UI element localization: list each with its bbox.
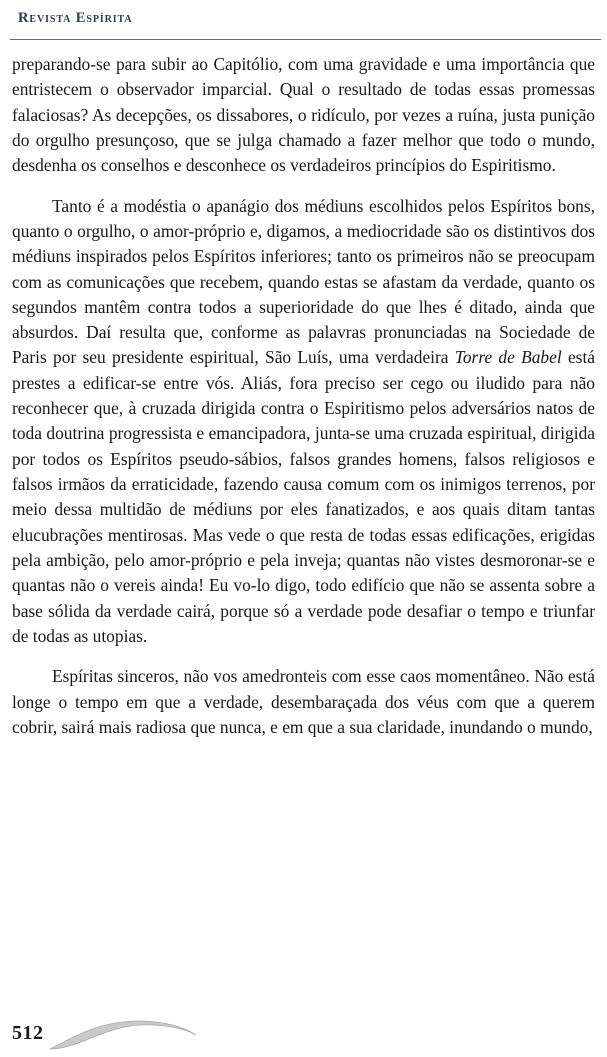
paragraph-1: preparando-se para subir ao Capitólio, com uma gravidade e uma importância que entristecem o observador imparcial. Qual o resultado de todas essas promessas falaciosas? As decepções, os dissabores, o ridículo, por vezes a ruína, justa punição do orgulho presunçoso, que se julga chamado a fazer melhor que todo o mundo, desdenha os conselhos e desconhece os verdadeiros princípios do Espiritismo.: [12, 54, 595, 176]
running-head: Revista Espírita: [18, 10, 133, 26]
book-title-emphasis: Torre de Babel: [454, 347, 562, 368]
decorative-swoosh-icon: [48, 1019, 198, 1053]
paragraph-3: Espíritas sinceros, não vos amedronteis com esse caos momentâneo. Não está longe o tempo em que a verdade, desembaraçada dos véus com que a querem cobrir, sairá mais radiosa que nunca, e em que a sua claridade, inundando o mundo,: [12, 666, 595, 737]
paragraph-2-text-after: está prestes a edificar-se entre vós. Aliás, fora preciso ser cego ou iludido para não reconhecer que, à cruzada dirigida contra o Espiritismo pelos adversários natos de toda doutrina progressista e emancipadora, junta-se uma cruzada espiritual, dirigida por todos os Espíritos pseudo-sábios, falsos grandes homens, falsos religiosos e falsos irmãos da erraticidade, fazendo causa comum com os inimigos terrenos, por meio dessa multidão de médiuns por eles fanatizados, e aos quais ditam tantas elucubrações mentirosas. Mas vede o que resta de todas essas edificações, erigidas pela ambição, pelo amor-próprio e pela inveja; quantas não vistes desmoronar-se e quantas não o vereis ainda! Eu vo-lo digo, todo edifício que não se assenta sobre a base sólida da verdade cairá, porque só a verdade pode desafiar o tempo e triunfar de todas as utopias.: [12, 347, 595, 646]
page-body: [8, 52, 599, 740]
page-number: 512: [12, 1022, 44, 1044]
page-footer: [0, 997, 607, 1057]
paragraph-2: [12, 194, 595, 650]
header-rule: [10, 39, 601, 40]
paragraph-2-text-before: Tanto é a modéstia o apanágio dos médiuns escolhidos pelos Espíritos bons, quanto o orgulho, o amor-próprio e, digamos, a mediocridade são os distintivos dos médiuns inspirados pelos Espíritos inferiores; tanto os primeiros não se preocupam com as comunicações que recebem, quando estas se afastam da verdade, quanto os segundos mantêm contra todos a superioridade do que lhes é ditado, ainda que absurdos. Daí resulta que, conforme as palavras pronunciadas na Sociedade de Paris por seu presidente espiritual, São Luís, uma verdadeira: [12, 195, 595, 368]
page-header: [8, 0, 599, 36]
